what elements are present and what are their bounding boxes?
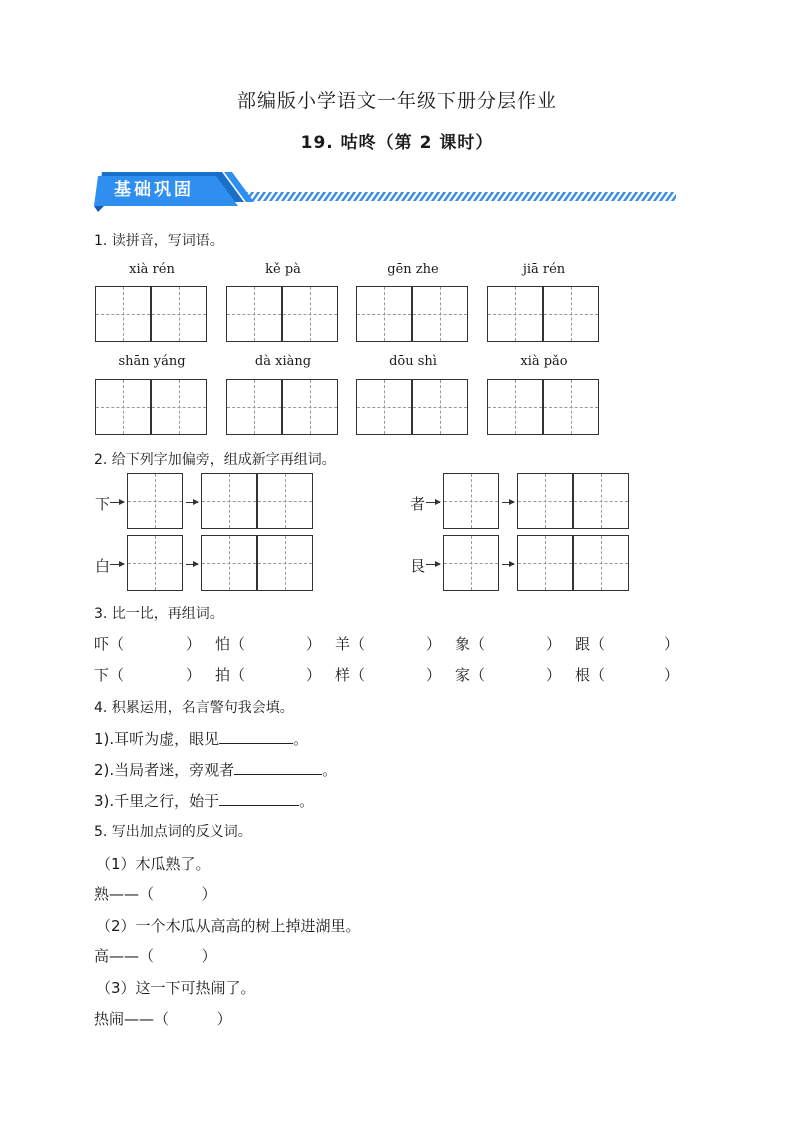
writing-grid-pair[interactable] xyxy=(226,379,340,435)
base-character: 艮 xyxy=(410,557,426,575)
compare-item: 怕（ xyxy=(215,635,246,653)
proverb-line xyxy=(94,759,337,780)
compare-item: 跟（ xyxy=(575,635,606,653)
close-paren: ） xyxy=(186,666,202,684)
writing-grid-pair[interactable] xyxy=(95,379,209,435)
q2-prompt: 2. 给下列字加偏旁，组成新字再组词。 xyxy=(94,452,336,468)
base-character: 下 xyxy=(95,495,111,513)
compare-item: 羊（ xyxy=(335,635,366,653)
q4-prompt: 4. 积累运用，名言警句我会填。 xyxy=(94,700,294,716)
q3-prompt: 3. 比一比，再组词。 xyxy=(94,606,224,622)
compare-item: 象（ xyxy=(455,635,486,653)
compare-item: 下（ xyxy=(94,666,125,684)
arrow-icon xyxy=(502,564,514,565)
period: 。 xyxy=(299,792,315,810)
word-grid-pair[interactable] xyxy=(517,535,631,591)
period: 。 xyxy=(293,730,309,748)
writing-grid-pair[interactable] xyxy=(226,286,340,342)
lesson-title: 19. 咕咚（第 2 课时） xyxy=(300,133,494,153)
proverb-line xyxy=(94,728,308,749)
pinyin-label: jiā rén xyxy=(522,262,566,277)
writing-grid-pair[interactable] xyxy=(487,286,601,342)
close-paren: ） xyxy=(426,666,442,684)
writing-grid-pair[interactable] xyxy=(356,379,470,435)
q5-sentence: （2）一个木瓜从高高的树上掉进湖里。 xyxy=(96,917,361,935)
base-character: 白 xyxy=(95,557,111,575)
proverb-text: 2).当局者迷，旁观者 xyxy=(94,761,235,779)
answer-blank[interactable] xyxy=(234,760,322,775)
pinyin-label: gēn zhe xyxy=(387,262,439,277)
answer-blank[interactable] xyxy=(219,791,299,806)
arrow-icon xyxy=(426,502,440,503)
writing-grid-pair[interactable] xyxy=(356,286,470,342)
arrow-icon xyxy=(186,502,198,503)
word-grid-pair[interactable] xyxy=(201,535,315,591)
proverb-text: 3).千里之行，始于 xyxy=(94,792,220,810)
q5-answer[interactable]: 高——（ ） xyxy=(94,947,217,965)
pinyin-label: dōu shì xyxy=(389,354,437,369)
compare-row-2 xyxy=(94,664,680,686)
new-character-box[interactable] xyxy=(127,535,183,591)
compare-row-1 xyxy=(94,633,680,655)
q5-prompt: 5. 写出加点词的反义词。 xyxy=(94,824,252,840)
compare-item: 吓（ xyxy=(94,635,125,653)
arrow-icon xyxy=(502,502,514,503)
q5-sentence: （3）这一下可热闹了。 xyxy=(96,979,256,997)
new-character-box[interactable] xyxy=(443,535,499,591)
compare-item: 家（ xyxy=(455,666,486,684)
arrow-icon xyxy=(110,564,124,565)
close-paren: ） xyxy=(186,635,202,653)
answer-blank[interactable] xyxy=(219,729,293,744)
close-paren: ） xyxy=(306,666,322,684)
close-paren: ） xyxy=(664,635,680,653)
q5-sentence: （1）木瓜熟了。 xyxy=(96,855,211,873)
writing-grid-pair[interactable] xyxy=(487,379,601,435)
arrow-icon xyxy=(426,564,440,565)
close-paren: ） xyxy=(426,635,442,653)
pinyin-label: xià pǎo xyxy=(520,354,568,369)
pinyin-label: kě pà xyxy=(265,262,301,277)
close-paren: ） xyxy=(306,635,322,653)
proverb-text: 1).耳听为虚，眼见 xyxy=(94,730,220,748)
writing-grid-pair[interactable] xyxy=(95,286,209,342)
proverb-line xyxy=(94,790,314,811)
word-grid-pair[interactable] xyxy=(201,473,315,529)
pinyin-label: shān yáng xyxy=(118,354,186,369)
word-grid-pair[interactable] xyxy=(517,473,631,529)
section-banner-label: 基础巩固 xyxy=(114,180,194,200)
pinyin-label: xià rén xyxy=(129,262,175,277)
compare-item: 样（ xyxy=(335,666,366,684)
q1-prompt: 1. 读拼音，写词语。 xyxy=(94,233,224,249)
period: 。 xyxy=(322,761,338,779)
arrow-icon xyxy=(186,564,198,565)
base-character: 者 xyxy=(410,495,426,513)
q5-answer[interactable]: 熟——（ ） xyxy=(94,885,217,903)
q5-answer[interactable]: 热闹——（ ） xyxy=(94,1010,232,1028)
worksheet-title: 部编版小学语文一年级下册分层作业 xyxy=(236,90,557,112)
close-paren: ） xyxy=(664,666,680,684)
compare-item: 根（ xyxy=(575,666,606,684)
arrow-icon xyxy=(110,502,124,503)
compare-item: 拍（ xyxy=(215,666,246,684)
close-paren: ） xyxy=(546,666,562,684)
new-character-box[interactable] xyxy=(127,473,183,529)
close-paren: ） xyxy=(546,635,562,653)
new-character-box[interactable] xyxy=(443,473,499,529)
pinyin-label: dà xiàng xyxy=(254,354,312,369)
